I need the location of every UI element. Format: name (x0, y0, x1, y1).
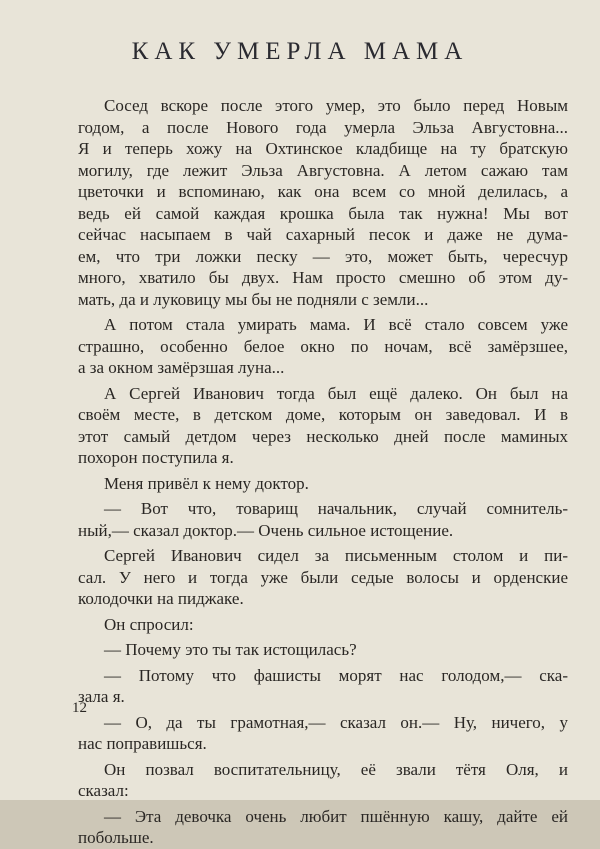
text-line: Я и теперь хожу на Охтинское кладбище на ту братскую (78, 139, 568, 158)
paragraph (78, 498, 568, 541)
text-line: ем, что три ложки песку — это, может быть, чересчур (78, 246, 568, 266)
text-line: колодочки на пиджаке. (78, 589, 244, 608)
chapter-title: КАК УМЕРЛА МАМА (131, 38, 469, 65)
text-line: годом, а после Нового года умерла Эльза Августовна... (78, 117, 568, 137)
text-line: мать, да и луковицу мы бы не подняли с земли... (78, 289, 429, 309)
page-number: 12 (72, 700, 87, 716)
paragraph (78, 759, 568, 802)
paragraph (78, 665, 568, 708)
text-line: страшно, особенно белое окно по ночам, всё замёрзшее, (78, 336, 568, 356)
paragraph (78, 473, 568, 495)
paragraph (78, 614, 568, 636)
text-line: Меня привёл к нему доктор. (104, 473, 309, 493)
text-line: Сергей Иванович сидел за письменным столом и пи- (104, 546, 568, 565)
text-line: а за окном замёрзшая луна... (78, 358, 285, 377)
text-line: сейчас насыпаем в чай сахарный песок и даже не дума- (78, 225, 568, 244)
text-line: побольше. (78, 828, 154, 847)
text-line: Он позвал воспитательницу, её звали тётя Оля, и (104, 759, 568, 779)
body-text (78, 95, 568, 849)
text-line: зала я. (78, 687, 125, 706)
paragraph (78, 383, 568, 469)
text-line: — О, да ты грамотная,— сказал он.— Ну, ничего, у (104, 712, 568, 732)
paragraph (78, 806, 568, 849)
text-line: могилу, где лежит Эльза Августовна. А летом сажаю там (78, 160, 568, 180)
text-line: Он спросил: (104, 614, 194, 634)
text-line: сказал: (78, 781, 129, 800)
paragraph (78, 545, 568, 610)
text-line: — Потому что фашисты морят нас голодом,— ска- (104, 665, 568, 685)
text-line: А Сергей Иванович тогда был ещё далеко. Он был на (104, 383, 568, 403)
text-line: — Вот что, товарищ начальник, случай сомнитель- (104, 499, 568, 518)
text-line: много, хватило бы двух. Нам просто смешно об этом ду- (78, 268, 568, 287)
paragraph (78, 639, 568, 661)
text-line: нас поправишься. (78, 734, 207, 753)
text-line: ный,— сказал доктор.— Очень сильное истощение. (78, 520, 454, 540)
paragraph (78, 95, 568, 310)
text-line: ведь ей самой каждая крошка была так нужна! Мы вот (78, 203, 568, 223)
paragraph (78, 712, 568, 755)
text-line: сал. У него и тогда уже были седые волосы и орденские (78, 567, 568, 587)
text-line: Сосед вскоре после этого умер, это было перед Новым (104, 96, 568, 115)
paragraph (78, 314, 568, 379)
text-line: своём месте, в детском доме, которым он заведовал. И в (78, 405, 568, 424)
text-line: похорон поступила я. (78, 448, 234, 467)
text-line: — Почему это ты так истощилась? (104, 640, 357, 659)
text-line: — Эта девочка очень любит пшённую кашу, дайте ей (104, 806, 568, 826)
text-line: цветочки и вспоминаю, как она всем со мной делилась, а (78, 182, 568, 201)
text-line: этот самый детдом через несколько дней после маминых (78, 426, 568, 446)
text-line: А потом стала умирать мама. И всё стало совсем уже (104, 315, 568, 334)
